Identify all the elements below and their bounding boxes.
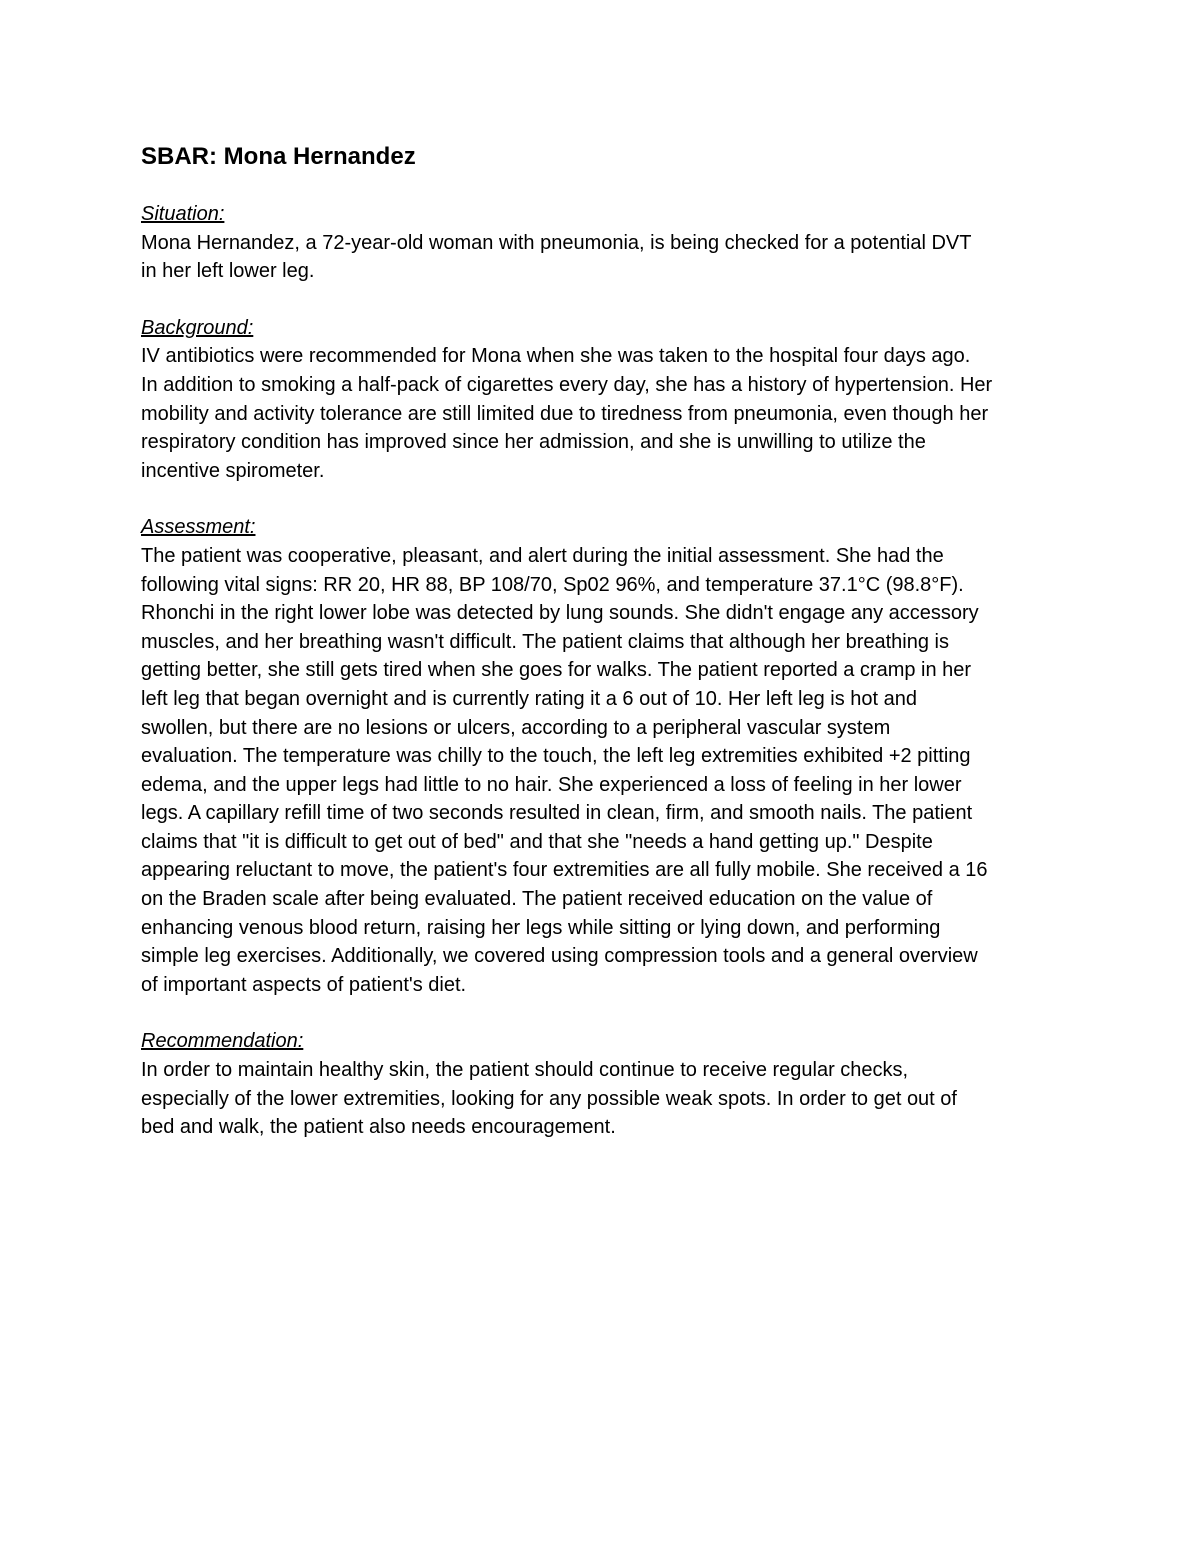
section-body-background: IV antibiotics were recommended for Mona when she was taken to the hospital four days ago. In addition to smoking a half-pack of cigarettes every day, she has a history of hypertension. Her mobility and activity tolerance are still limited due to tiredness from pneumonia, even though her respiratory condition has improved since her admission, and she is unwilling to utilize the incentive spirometer. bbox=[141, 345, 993, 482]
section-body-recommendation: In order to maintain healthy skin, the patient should continue to receive regular checks, especially of the lower extremities, looking for any possible weak spots. In order to get out of bed and walk, the patient also needs encouragement. bbox=[141, 1059, 957, 1139]
section-heading-assessment: Assessment: bbox=[141, 516, 256, 539]
document-page bbox=[141, 142, 1081, 1142]
section-body-assessment: The patient was cooperative, pleasant, and alert during the initial assessment. She had the following vital signs: RR 20, HR 88, BP 108/70, Sp02 96%, and temperature 37.1°C (98.8°F). Rhonchi in the right lower lobe was detected by lung sounds. She didn't engage any accessory muscles, and her breathing wasn't difficult. The patient claims that although her breathing is getting better, she still gets tired when she goes for walks. The patient reported a cramp in her left leg that began overnight and is currently rating it a 6 out of 10. Her left leg is hot and swollen, but there are no lesions or ulcers, according to a peripheral vascular system evaluation. The temperature was chilly to the touch, the left leg extremities exhibited +2 pitting edema, and the upper legs had little to no hair. She experienced a loss of feeling in her lower legs. A capillary refill time of two seconds resulted in clean, firm, and smooth nails. The patient claims that "it is difficult to get out of bed" and that she "needs a hand getting up." Despite appearing reluctant to move, the patient's four extremities are all fully mobile. She received a 16 on the Braden scale after being evaluated. The patient received education on the value of enhancing venous blood return, raising her legs while sitting or lying down, and performing simple leg exercises. Additionally, we covered using compression tools and a general overview of important aspects of patient's diet. bbox=[141, 544, 988, 996]
section-heading-recommendation: Recommendation: bbox=[141, 1030, 304, 1053]
section-situation bbox=[141, 200, 1081, 286]
section-heading-situation: Situation: bbox=[141, 203, 225, 225]
section-body-situation: Mona Hernandez, a 72-year-old woman with pneumonia, is being checked for a potential DVT in her left lower leg. bbox=[141, 231, 972, 283]
section-heading-background: Background: bbox=[141, 316, 254, 339]
section-background bbox=[141, 314, 1081, 486]
section-assessment bbox=[141, 513, 1081, 999]
section-recommendation bbox=[141, 1027, 1081, 1141]
document-title: SBAR: Mona Hernandez bbox=[141, 143, 416, 170]
